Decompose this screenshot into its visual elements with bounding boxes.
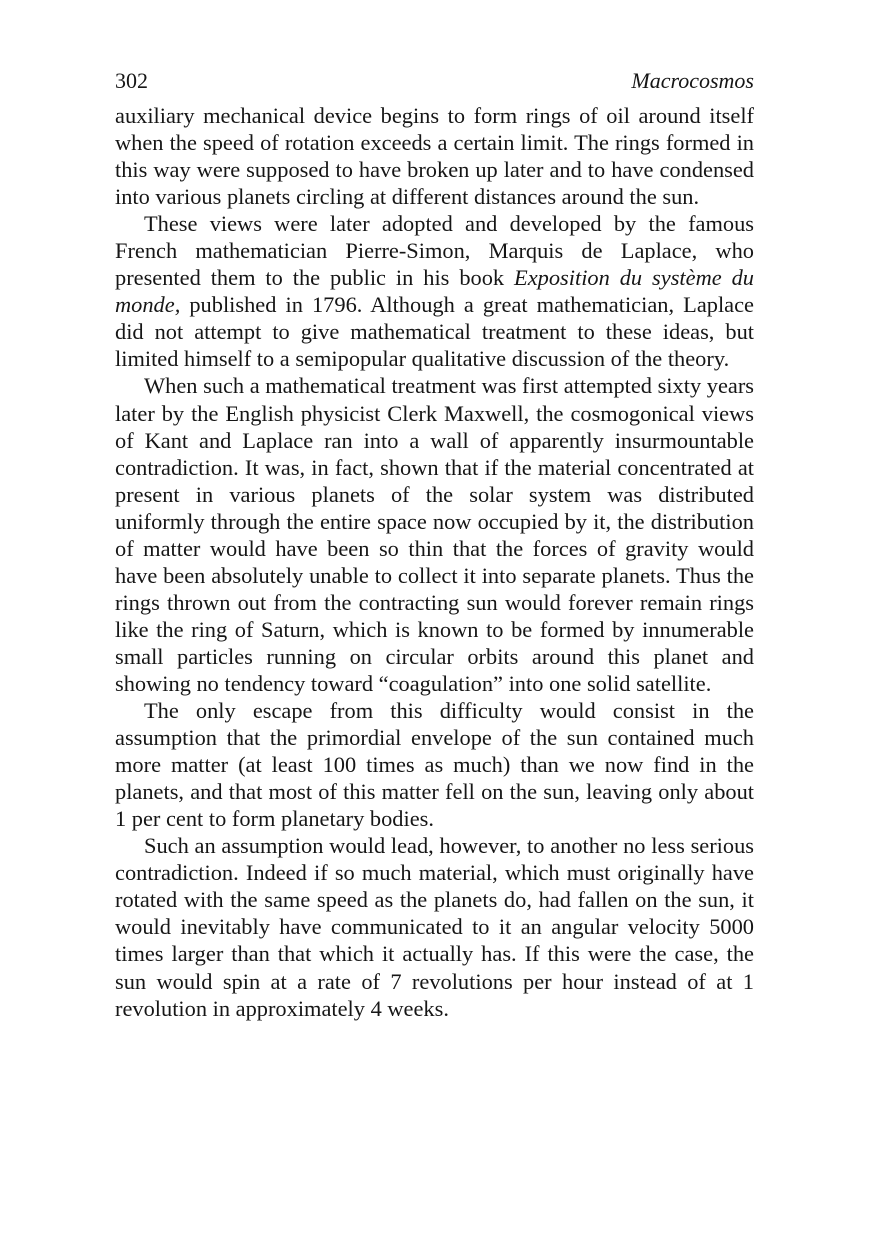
body-text [115,102,754,1022]
paragraph-4: The only escape from this difficulty would consist in the assumption that the primordial envelope of the sun contained much more matter (at least 100 times as much) than we now find in the planets, and that most of this matter fell on the sun, leaving only about 1 per cent to form planetary bodies. [115,698,754,832]
paragraph-2 [115,210,754,372]
paragraph-2-before-title: These views were later adopted and developed by the famous French mathematician Pierre-Simon, Marquis de Laplace, who presented them to the public in his book [115,211,754,291]
paragraph-3: When such a mathematical treatment was first attempted sixty years later by the English physicist Clerk Maxwell, the cosmogonical views of Kant and Laplace ran into a wall of apparently insurmountable contradiction. It was, in fact, shown that if the material concentrated at present in various planets of the solar system was distributed uniformly through the entire space now occupied by it, the distribution of matter would have been so thin that the forces of gravity would have been absolutely unable to collect it into separate planets. Thus the rings thrown out from the contracting sun would forever remain rings like the ring of Saturn, which is known to be formed by innumerable small particles running on circular orbits around this planet and showing no tendency toward “coagulation” into one solid satellite. [115,373,754,696]
book-title: Exposition du système du monde, [115,265,754,318]
page-number: 302 [115,68,148,93]
paragraph-2-after-title: published in 1796. Although a great mathematician, Laplace did not attempt to give mathematical treatment to these ideas, but limited himself to a semipopular qualitative discussion of the theory. [115,292,754,372]
running-title: Macrocosmos [631,68,754,93]
paragraph-1: auxiliary mechanical device begins to form rings of oil around itself when the speed of rotation exceeds a certain limit. The rings formed in this way were supposed to have broken up later and to have condensed into various planets circling at different distances around the sun. [115,103,754,210]
paragraph-5: Such an assumption would lead, however, to another no less serious contradiction. Indeed if so much material, which must originally have rotated with the same speed as the planets do, had fallen on the sun, it would inevitably have communicated to it an angular velocity 5000 times larger than that which it actually has. If this were the case, the sun would spin at a rate of 7 revolutions per hour instead of at 1 revolution in approximately 4 weeks. [115,833,754,1021]
running-head [115,66,754,96]
